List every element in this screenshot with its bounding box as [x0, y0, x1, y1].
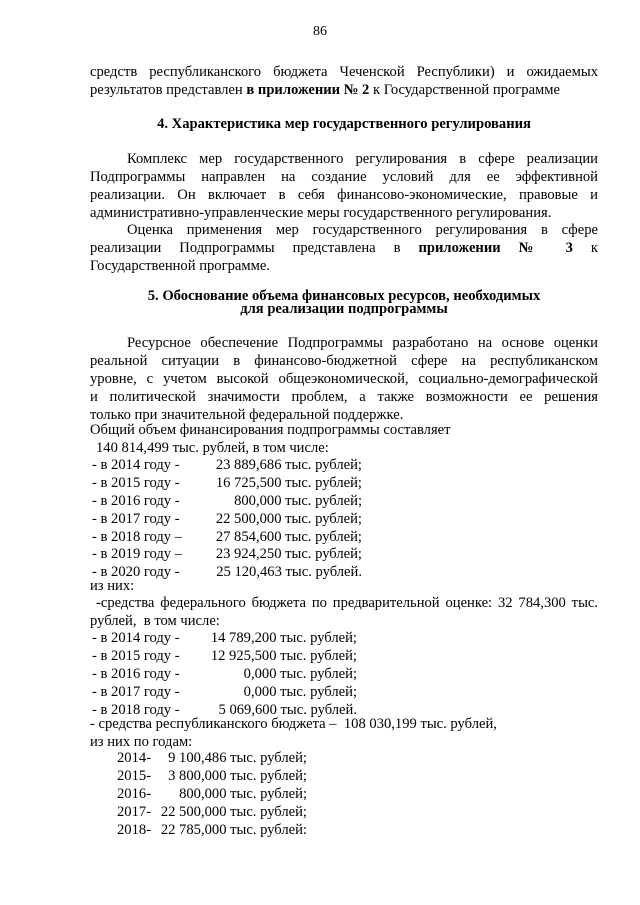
list-item: - в 2018 году - 5 069,600 тыс. рублей.	[92, 701, 357, 718]
federal-line-2: рублей, в том числе:	[90, 613, 220, 629]
list-item: 2017- 22 500,000 тыс. рублей;	[117, 803, 307, 820]
section-4-heading: 4. Характеристика мер государственного регулирования	[157, 116, 531, 132]
list-item: 2014- 9 100,486 тыс. рублей;	[117, 750, 307, 766]
list-item: - в 2020 году - 25 120,463 тыс. рублей.	[92, 564, 362, 581]
s4-para2-line-2: реализации Подпрограммы представлена в приложении № 3 к	[90, 240, 598, 256]
s4-para1-line-1: Комплекс мер государственного регулирования в сфере реализации	[127, 151, 598, 167]
republic-by-year-list	[117, 750, 307, 839]
s5-para-line-5: только при значительной федеральной поддержке.	[90, 407, 404, 423]
list-item: 2016- 800,000 тыс. рублей;	[117, 785, 307, 802]
s5-para-line-4: и политической значимости проблем, а также возможности ее решения	[90, 389, 598, 405]
of-them-label: из них:	[90, 578, 135, 594]
list-item: - в 2014 году - 23 889,686 тыс. рублей;	[92, 457, 362, 473]
list-item: 2015- 3 800,000 тыс. рублей;	[117, 767, 307, 784]
s4-para2-line-3: Государственной программе.	[90, 258, 270, 274]
list-item: - в 2017 году - 22 500,000 тыс. рублей;	[92, 510, 362, 527]
federal-by-year-list	[92, 630, 357, 719]
list-item: - в 2019 году – 23 924,250 тыс. рублей;	[92, 546, 362, 563]
republic-budget-line: - средства республиканского бюджета – 108 030,199 тыс. рублей,	[90, 716, 497, 732]
by-years-label: из них по годам:	[90, 734, 193, 750]
intro-line-1: средств республиканского бюджета Чеченской Республики) и ожидаемых	[90, 64, 598, 80]
federal-line-1: -средства федерального бюджета по предварительной оценке: 32 784,300 тыс.	[96, 595, 598, 611]
total-funding-line-1: Общий объем финансирования подпрограммы составляет	[90, 422, 451, 438]
list-item: 2018- 22 785,000 тыс. рублей:	[117, 821, 307, 838]
s4-para2-line-1: Оценка применения мер государственного регулирования в сфере	[127, 222, 598, 238]
total-funding-line-2: 140 814,499 тыс. рублей, в том числе:	[96, 440, 329, 456]
list-item: - в 2014 году - 14 789,200 тыс. рублей;	[92, 630, 357, 646]
list-item: - в 2016 году - 800,000 тыс. рублей;	[92, 492, 362, 509]
total-by-year-list	[92, 457, 362, 582]
list-item: - в 2015 году - 16 725,500 тыс. рублей;	[92, 474, 362, 491]
list-item: - в 2015 году - 12 925,500 тыс. рублей;	[92, 647, 357, 664]
section-5-heading-line-1: 5. Обоснование объема финансовых ресурсов, необходимых	[147, 288, 541, 304]
s5-para-line-2: реальной ситуации в финансово-бюджетной сфере на республиканском	[90, 353, 598, 369]
s5-para-line-1: Ресурсное обеспечение Подпрограммы разработано на основе оценки	[127, 335, 598, 351]
s5-para-line-3: уровне, с учетом высокой общеэкономической, социально-демографической	[90, 371, 598, 387]
s4-para1-line-3: реализации. Он включает в себя финансово-экономические, правовые и	[90, 187, 598, 203]
page-number: 86	[313, 24, 327, 39]
section-5-heading-line-2: для реализации подпрограммы	[240, 301, 448, 317]
list-item: - в 2018 году – 27 854,600 тыс. рублей;	[92, 528, 362, 545]
intro-line-2: результатов представлен в приложении № 2 к Государственной программе	[90, 82, 560, 98]
list-item: - в 2016 году - 0,000 тыс. рублей;	[92, 665, 357, 682]
s4-para1-line-4: административно-управленческие меры государственного регулирования.	[90, 205, 552, 221]
s4-para1-line-2: Подпрограммы направлен на создание условий для ее эффективной	[90, 169, 598, 185]
list-item: - в 2017 году - 0,000 тыс. рублей;	[92, 683, 357, 700]
